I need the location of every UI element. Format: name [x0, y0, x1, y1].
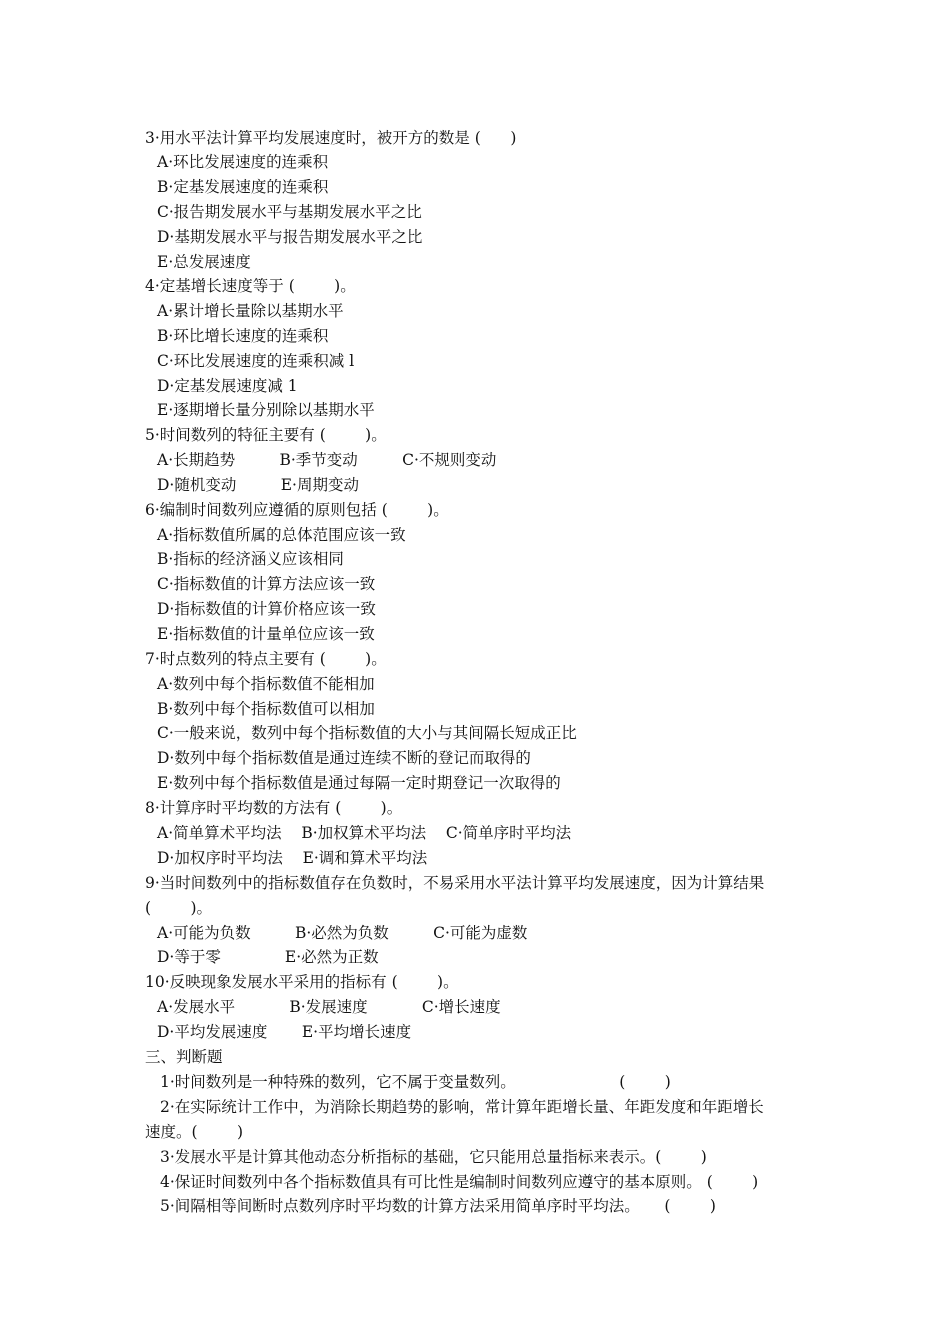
question-7-option-b: B·数列中每个指标数值可以相加: [157, 700, 375, 718]
question-4-option-e: E·逐期增长量分别除以基期水平: [157, 401, 375, 419]
question-4-option-c: C·环比发展速度的连乘积减 l: [157, 352, 355, 370]
question-3-option-a: A·环比发展速度的连乘积: [157, 153, 329, 171]
question-7-option-c: C·一般来说，数列中每个指标数值的大小与其间隔长短成正比: [157, 724, 577, 742]
question-8-options-row-1: A·简单算术平均法 B·加权算术平均法 C·简单序时平均法: [157, 824, 572, 842]
question-3-option-c: C·报告期发展水平与基期发展水平之比: [157, 203, 422, 221]
question-5-options-row-1: A·长期趋势 B·季节变动 C·不规则变动: [157, 451, 497, 469]
question-9-options-row-2: D·等于零 E·必然为正数: [157, 948, 379, 966]
question-6-stem: 6·编制时间数列应遵循的原则包括 ( )。: [145, 501, 449, 519]
question-5-options-row-2: D·随机变动 E·周期变动: [157, 476, 359, 494]
question-6-option-c: C·指标数值的计算方法应该一致: [157, 575, 376, 593]
question-3-stem: 3·用水平法计算平均发展速度时，被开方的数是 ( ): [145, 129, 517, 147]
section-heading-true-false: 三、判断题: [145, 1048, 223, 1066]
question-10-stem: 10·反映现象发展水平采用的指标有 ( )。: [145, 973, 459, 991]
question-3-option-e: E·总发展速度: [157, 253, 251, 271]
question-4-stem: 4·定基增长速度等于 ( )。: [145, 277, 356, 295]
question-9-options-row-1: A·可能为负数 B·必然为负数 C·可能为虚数: [157, 924, 528, 942]
question-10-options-row-1: A·发展水平 B·发展速度 C·增长速度: [157, 998, 501, 1016]
question-8-options-row-2: D·加权序时平均法 E·调和算术平均法: [157, 849, 428, 867]
question-4-option-d: D·定基发展速度减 1: [157, 377, 298, 395]
question-6-option-d: D·指标数值的计算价格应该一致: [157, 600, 376, 618]
question-8-stem: 8·计算序时平均数的方法有 ( )。: [145, 799, 403, 817]
question-6-option-a: A·指标数值所属的总体范围应该一致: [157, 526, 406, 544]
question-7-option-d: D·数列中每个指标数值是通过连续不断的登记而取得的: [157, 749, 531, 767]
judgment-4: 4·保证时间数列中各个指标数值具有可比性是编制时间数列应遵守的基本原则。 ( ): [160, 1173, 759, 1191]
question-9-stem-continued: ( )。: [145, 899, 213, 917]
judgment-2: 2·在实际统计工作中，为消除长期趋势的影响，常计算年距增长量、年距发度和年距增长: [160, 1098, 764, 1116]
question-3-option-b: B·定基发展速度的连乘积: [157, 178, 329, 196]
question-6-option-e: E·指标数值的计量单位应该一致: [157, 625, 375, 643]
judgment-3: 3·发展水平是计算其他动态分析指标的基础，它只能用总量指标来表示。( ): [160, 1148, 707, 1166]
question-4-option-b: B·环比增长速度的连乘积: [157, 327, 329, 345]
judgment-1: 1·时间数列是一种特殊的数列，它不属于变量数列。 ( ): [160, 1073, 671, 1091]
question-9-stem: 9·当时间数列中的指标数值存在负数时，不易采用水平法计算平均发展速度，因为计算结果: [145, 874, 765, 892]
question-7-option-a: A·数列中每个指标数值不能相加: [157, 675, 375, 693]
question-4-option-a: A·累计增长量除以基期水平: [157, 302, 344, 320]
question-10-options-row-2: D·平均发展速度 E·平均增长速度: [157, 1023, 412, 1041]
judgment-5: 5·间隔相等间断时点数列序时平均数的计算方法采用简单序时平均法。 ( ): [160, 1197, 716, 1215]
judgment-2-continued: 速度。( ): [145, 1123, 244, 1141]
question-7-stem: 7·时点数列的特点主要有 ( )。: [145, 650, 387, 668]
question-5-stem: 5·时间数列的特征主要有 ( )。: [145, 426, 387, 444]
question-6-option-b: B·指标的经济涵义应该相同: [157, 550, 344, 568]
question-3-option-d: D·基期发展水平与报告期发展水平之比: [157, 228, 423, 246]
question-7-option-e: E·数列中每个指标数值是通过每隔一定时期登记一次取得的: [157, 774, 561, 792]
